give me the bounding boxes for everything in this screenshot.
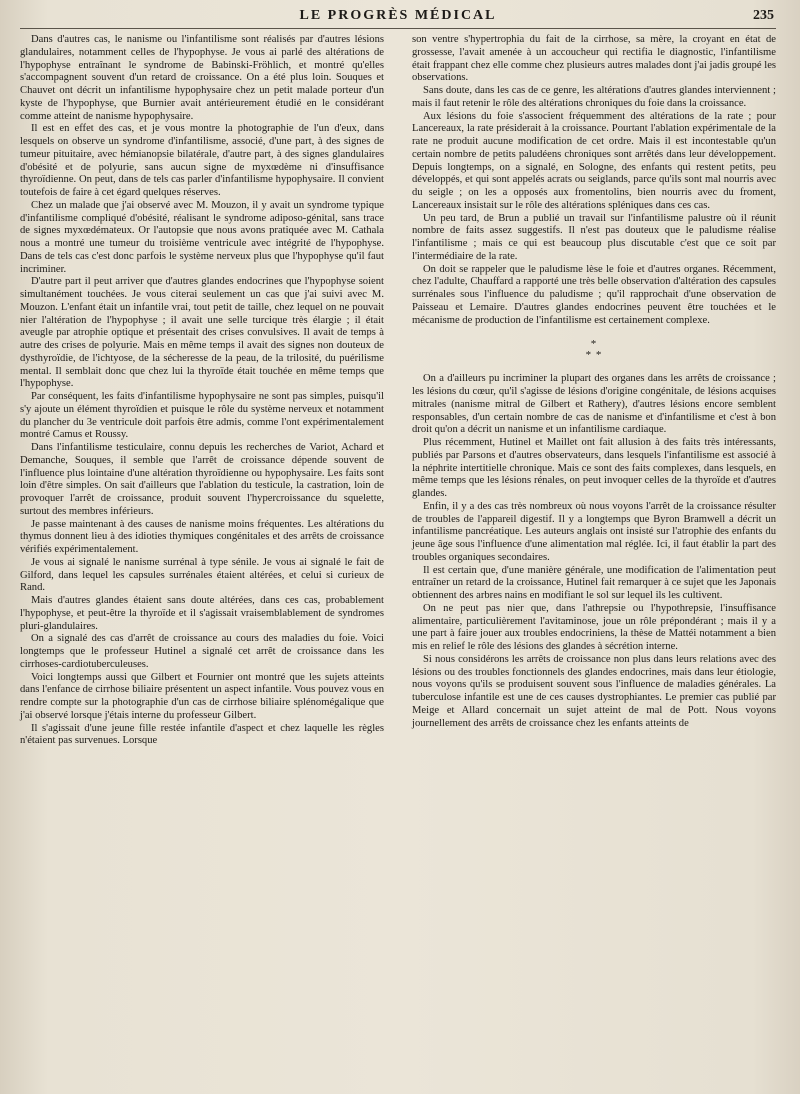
paragraph: Si nous considérons les arrêts de croissance non plus dans leurs relations avec des lésions ou des troubles fonctionnels des glandes endocrines, mais dans leur étiologie, nous voyons qu'ils se produisent souvent sous l'influence de maladies générales. La tuberculose infantile est une de ces causes dystrophiantes. Le premier cas publié par Meige et Allard concernait un sujet atteint de mal de Pott. Nous voyons journellement des arrêts de croissance chez les enfants atteints de [412, 653, 776, 729]
paragraph: Voici longtemps aussi que Gilbert et Fournier ont montré que les sujets atteints dans l'enfance de cirrhose biliaire présentent un aspect infantile. Vous pouvez vous en rendre compte sur la photographie d'un cas de cirrhose biliaire splénomégalique que j'ai observé lorsque j'étais interne du professeur Gilbert. [20, 671, 384, 721]
asterism-top: * [590, 338, 598, 351]
paragraph: On doit se rappeler que le paludisme lèse le foie et d'autres organes. Récemment, chez l'adulte, Chauffard a rapporté une très belle observation d'altération des capsules surrénales sous l'influence du paludisme ; qu'il rapprochait d'une observation de Paisseau et Lemaire. D'autres glandes endocrines peuvent être touchées et le mécanisme de production de l'infantilisme est certainement complexe. [412, 263, 776, 326]
paragraph: Dans d'autres cas, le nanisme ou l'infantilisme sont réalisés par d'autres lésions glandulaires, notamment celles de l'hypophyse. Je vous ai parlé des altérations de l'hypophyse entraînant le syndrome de Babinski-Fröhlich, et montré qu'elles s'accompagnent souvent d'un retard de croissance. On a été plus loin. Souques et Chauvet ont décrit un infantilisme hypophysaire chez un petit malade porteur d'un kyste de l'hypophyse, que Burnier avait antérieurement étudié en le considérant comme atteint de nanisme hypophysaire. [20, 34, 384, 122]
paragraph: Je vous ai signalé le nanisme surrénal à type sénile. Je vous ai signalé le fait de Gilford, dans lequel les capsules surrénales étaient altérées, et celui si curieux de Rand. [20, 556, 384, 594]
asterism-bottom: * * [585, 349, 603, 362]
paragraph: Il s'agissait d'une jeune fille restée infantile d'aspect et chez laquelle les règles n'étaient pas survenues. Lorsque [20, 722, 384, 747]
page-header [20, 6, 776, 29]
paragraph: Je passe maintenant à des causes de nanisme moins fréquentes. Les altérations du thymus donnent lieu à des idioties thymiques congénitales et des arrêts de croissance vérifiés expérimentalement. [20, 518, 384, 555]
paragraph: D'autre part il peut arriver que d'autres glandes endocrines que l'hypophyse soient simultanément touchées. Je vous citerai seulement un cas que j'ai suivi avec M. Mouzon. L'enfant était un infantile vrai, tout petit de taille, chez lequel on ne pouvait nier l'altération de l'hypophyse ; il avait une selle turcique très élargie ; il était aveugle par atrophie optique et présentait des crises convulsives. Il avait de temps à autre des crises de polyurie. Mais en même temps il avait des signes non douteux de dysthyroïdie, de l'ichtyose, de la sécheresse de la peau, de la trilosité, du puérilisme mental. Il semblait donc que chez lui la thyroïde était touchée en même temps que l'hypophyse. [20, 276, 384, 390]
paragraph: son ventre s'hypertrophia du fait de la cirrhose, sa mère, la croyant en état de grossesse, l'avait amenée à un accoucheur qui rectifia le diagnostic, l'infantilisme était frappant chez elle comme chez plusieurs autres malades dont j'ai jadis groupé les observations. [412, 34, 777, 84]
paragraph: Chez un malade que j'ai observé avec M. Mouzon, il y avait un syndrome typique d'infantilisme compliqué d'obésité, réalisant le syndrome adiposo-génital, sans trace de signes myxœdémateux. Or l'autopsie que nous avons pratiquée avec M. Cathala nous a montré une tumeur du troisième ventricule avec intégrité de l'hypophyse. Dans de tels cas c'est donc parfois le système nerveux plus que l'hypophyse qu'il faut incriminer. [20, 199, 384, 275]
paragraph: Enfin, il y a des cas très nombreux où nous voyons l'arrêt de la croissance résulter de troubles de l'appareil digestif. Il y a longtemps que Byron Bramwell a décrit un infantilisme pancréatique. Les auteurs anglais ont insisté sur l'atrophie des enfants du jeune âge sous l'influence d'une alimentation mal réglée. Ici, il faut établir la part des troubles organiques secondaires. [412, 500, 776, 563]
paragraph: On a d'ailleurs pu incriminer la plupart des organes dans les arrêts de croissance ; les lésions du cœur, qu'il s'agisse de lésions d'origine congénitale, de lésions acquises mitrales (nanisme mitral de Gilbert et Rathery), d'autres lésions encore semblent responsables, d'un certain nombre de cas de nanisme et d'infantilisme et c'est à bon droit qu'on a décrit un nanisme et un infantilisme cardiaque. [412, 373, 776, 436]
paragraph: Il est en effet des cas, et je vous montre la photographie de l'un d'eux, dans lesquels on observe un syndrome d'infantilisme, associé, d'une part, à des signes de tumeur pituitaire, avec hémianopsie bilatérale, d'autre part, à des signes glandulaires d'obésité et de polyurie, sans aucun signe de myxœdème ni d'insuffisance thyroïdienne. On peut, dans de tels cas parler d'infantilisme hypophysaire. Il convient toutefois de faire à cet égard quelques réserves. [20, 123, 384, 198]
paragraph: Sans doute, dans les cas de ce genre, les altérations d'autres glandes interviennent ; mais il faut retenir le rôle des altérations chroniques du foie dans la croissance. [412, 85, 776, 109]
paragraph: Plus récemment, Hutinel et Maillet ont fait allusion à des faits très intéressants, publiés par Parsons et d'autres observateurs, dans lesquels l'infantilisme est associé à la néphrite intertitielle chronique. Mais ce sont des faits complexes, dans lesquels, en même temps que les lésions rénales, on peut invoquer celles de la thyroïde et d'autres glandes. [412, 437, 776, 499]
page-number: 235 [753, 8, 774, 23]
journal-title: LE PROGRÈS MÉDICAL [299, 8, 497, 23]
paragraph: On ne peut pas nier que, dans l'athrepsie ou l'hypothrepsie, l'insuffisance alimentaire, particulièrement l'avitaminose, joue un rôle prépondérant ; mais il y a une part à faire jouer aux troubles endocriniens, la thèse de Mattéi notamment a bien mis en relief le rôle des lésions des glandes à sécrétion interne. [412, 602, 776, 652]
section-asterism [412, 339, 776, 361]
paragraph: Aux lésions du foie s'associent fréquemment des altérations de la rate ; pour Lancereaux, la rate présiderait à la croissance. Pourtant l'ablation expérimentale de la rate ne produit aucune modification de cet ordre. Mais il est incontestable qu'un certain nombre de petits paludéens chroniques sont arrêtés dans leur développement. Depuis longtemps, on a signalé, en Sologne, des enfants qui restent petits, peu développés, et qui sont appelés acrats ou seiglands, parce qu'ils sont mal nourris avec du seigle ; on les a opposés aux fromentolins, bien nourris avec du froment, Lancereaux insistait sur le rôle des altérations spléniques dans ces cas. [412, 110, 776, 211]
text-columns [20, 34, 776, 748]
paragraph: Dans l'infantilisme testiculaire, connu depuis les recherches de Variot, Achard et Demanche, Souques, il semble que l'arrêt de croissance dépende souvent de l'influence plus lointaine d'une altération thyroïdienne ou hypophysaire. Les faits sont loin d'être simples. On sait d'ailleurs que l'ablation du testicule, la castration, loin de provoquer l'arrêt de croissance, produit souvent l'hypercroissance du squelette, surtout des membres inférieurs. [20, 442, 384, 517]
paragraph: Par conséquent, les faits d'infantilisme hypophysaire ne sont pas simples, puisqu'il s'y ajoute un élément thyroïdien et puisque le rôle du système nerveux et notamment du plancher du 3e ventricule doit parfois être admis, comme l'ont expérimentalement montré Camus et Roussy. [20, 391, 384, 441]
paragraph: Mais d'autres glandes étaient sans doute altérées, dans ces cas, probablement l'hypophyse, et peut-être la thyroïde et il s'agissait vraisemblablement de syndromes pluri-glandulaires. [20, 595, 384, 632]
paragraph: Un peu tard, de Brun a publié un travail sur l'infantilisme palustre où il réunit nombre de faits assez suggestifs. Il n'est pas douteux que le paludisme réalise l'infantilisme ; mais ce qui est beaucoup plus discutable c'est que ce soit par l'intermédiaire de la rate. [412, 212, 776, 262]
paragraph: On a signalé des cas d'arrêt de croissance au cours des maladies du foie. Voici longtemps que le professeur Hutinel a signalé cet arrêt de croissance dans les cirrhoses-cardiotuberculeuses. [20, 633, 384, 670]
paragraph: Il est certain que, d'une manière générale, une modification de l'alimentation peut entraîner un retard de la croissance, Hutinel fait remarquer à ce sujet que les Japonais obtiennent des arbres nains en modifiant le sol sur lequel ils les cultivent. [412, 564, 776, 601]
right-column [412, 34, 776, 748]
left-column [20, 34, 384, 748]
